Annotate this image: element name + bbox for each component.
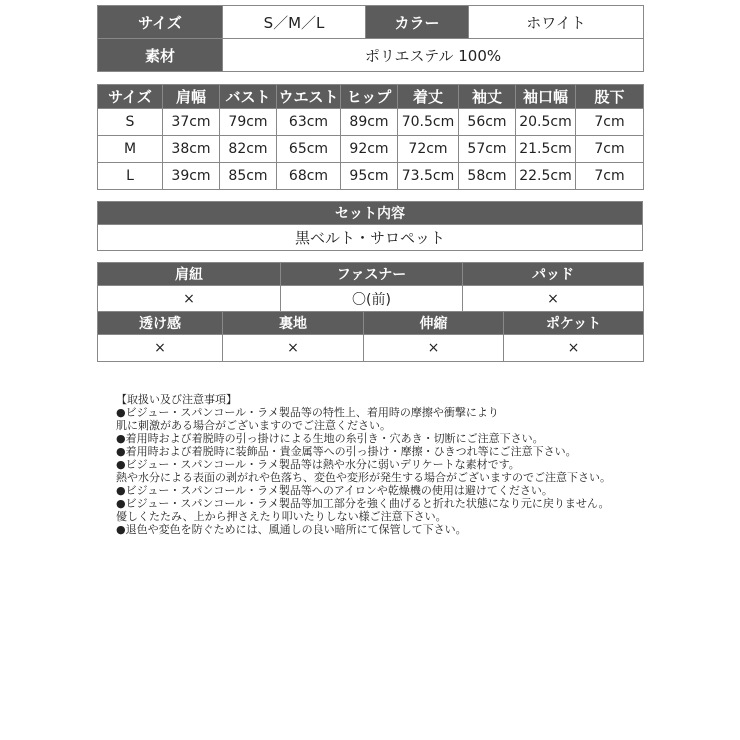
set-value-row	[98, 225, 643, 251]
size-cell: 22.5cm	[516, 163, 576, 190]
care-notes	[116, 393, 736, 536]
size-cell: 72cm	[398, 136, 459, 163]
note-line: ●着用時および着脱時の引っ掛けによる生地の糸引き・穴あき・切断にご注意下さい。	[116, 432, 544, 445]
size-cell: 70.5cm	[398, 109, 459, 136]
feature-header: 伸縮	[364, 312, 504, 335]
size-cell: 85cm	[220, 163, 277, 190]
size-cell: 68cm	[277, 163, 341, 190]
features-header-row	[98, 312, 644, 335]
size-chart-header: 袖口幅	[516, 85, 576, 109]
size-cell: 21.5cm	[516, 136, 576, 163]
color-label: カラー	[366, 6, 469, 39]
size-cell: L	[98, 163, 163, 190]
size-cell: 39cm	[163, 163, 220, 190]
note-line: 熱や水分による表面の剥がれや色落ち、変色や変形が発生する場合がございますのでご注意下さい。	[116, 471, 611, 484]
features-table-1	[97, 262, 644, 312]
size-cell: 73.5cm	[398, 163, 459, 190]
size-label: サイズ	[98, 6, 223, 39]
feature-value: ×	[98, 335, 223, 362]
features-value-row	[98, 335, 644, 362]
info-row-material	[98, 39, 644, 72]
size-cell: 7cm	[576, 109, 644, 136]
set-header: セット内容	[98, 202, 643, 225]
size-value: S／M／L	[223, 6, 366, 39]
size-cell: 65cm	[277, 136, 341, 163]
feature-header: 裏地	[223, 312, 364, 335]
size-chart-table	[97, 84, 644, 190]
size-cell: 58cm	[459, 163, 516, 190]
size-chart-header: 肩幅	[163, 85, 220, 109]
product-info-table	[97, 5, 644, 72]
note-line: 肌に刺激がある場合がございますのでご注意ください。	[116, 419, 391, 432]
size-cell: 63cm	[277, 109, 341, 136]
size-chart-header: ウエスト	[277, 85, 341, 109]
size-chart-header: ヒップ	[341, 85, 398, 109]
size-cell: 57cm	[459, 136, 516, 163]
note-line: 優しくたたみ、上から押さえたり叩いたりしない様ご注意下さい。	[116, 510, 447, 523]
feature-header: パッド	[463, 263, 644, 286]
size-cell: 92cm	[341, 136, 398, 163]
feature-value: ×	[463, 286, 644, 312]
feature-value: ×	[504, 335, 644, 362]
feature-header: ポケット	[504, 312, 644, 335]
features-header-row	[98, 263, 644, 286]
note-line: ●ビジュー・スパンコール・ラメ製品等加工部分を強く曲げると折れた状態になり元に戻りません。	[116, 497, 610, 510]
table-row	[98, 109, 644, 136]
table-row	[98, 163, 644, 190]
size-cell: 95cm	[341, 163, 398, 190]
size-chart-header: サイズ	[98, 85, 163, 109]
material-label: 素材	[98, 39, 223, 72]
table-row	[98, 136, 644, 163]
size-cell: 56cm	[459, 109, 516, 136]
size-cell: 82cm	[220, 136, 277, 163]
note-line: ●着用時および着脱時に装飾品・貴金属等への引っ掛け・摩擦・ひきつれ等にご注意下さい。	[116, 445, 577, 458]
features-value-row	[98, 286, 644, 312]
size-cell: 89cm	[341, 109, 398, 136]
notes-heading: 【取扱い及び注意事項】	[116, 393, 237, 406]
size-cell: S	[98, 109, 163, 136]
feature-value: ×	[223, 335, 364, 362]
size-chart-header: 袖丈	[459, 85, 516, 109]
size-cell: 20.5cm	[516, 109, 576, 136]
size-cell: 7cm	[576, 163, 644, 190]
feature-value: ×	[98, 286, 281, 312]
feature-value: 〇(前)	[281, 286, 463, 312]
size-cell: 7cm	[576, 136, 644, 163]
material-value: ポリエステル 100%	[223, 39, 644, 72]
feature-header: 透け感	[98, 312, 223, 335]
note-line: ●退色や変色を防ぐためには、風通しの良い暗所にて保管して下さい。	[116, 523, 467, 536]
size-chart-header: 股下	[576, 85, 644, 109]
feature-header: ファスナー	[281, 263, 463, 286]
size-cell: 79cm	[220, 109, 277, 136]
color-value: ホワイト	[469, 6, 644, 39]
info-row-size-color	[98, 6, 644, 39]
feature-value: ×	[364, 335, 504, 362]
size-cell: M	[98, 136, 163, 163]
set-header-row	[98, 202, 643, 225]
size-cell: 37cm	[163, 109, 220, 136]
size-cell: 38cm	[163, 136, 220, 163]
size-chart-header-row	[98, 85, 644, 109]
feature-header: 肩紐	[98, 263, 281, 286]
size-chart-header: バスト	[220, 85, 277, 109]
set-contents-table	[97, 201, 643, 251]
note-line: ●ビジュー・スパンコール・ラメ製品等は熱や水分に弱いデリケートな素材です。	[116, 458, 520, 471]
note-line: ●ビジュー・スパンコール・ラメ製品等へのアイロンや乾燥機の使用は避けてください。	[116, 484, 553, 497]
features-table-2	[97, 311, 644, 362]
note-line: ●ビジュー・スパンコール・ラメ製品等の特性上、着用時の摩擦や衝撃により	[116, 406, 499, 419]
set-value: 黒ベルト・サロペット	[98, 225, 643, 251]
size-chart-header: 着丈	[398, 85, 459, 109]
